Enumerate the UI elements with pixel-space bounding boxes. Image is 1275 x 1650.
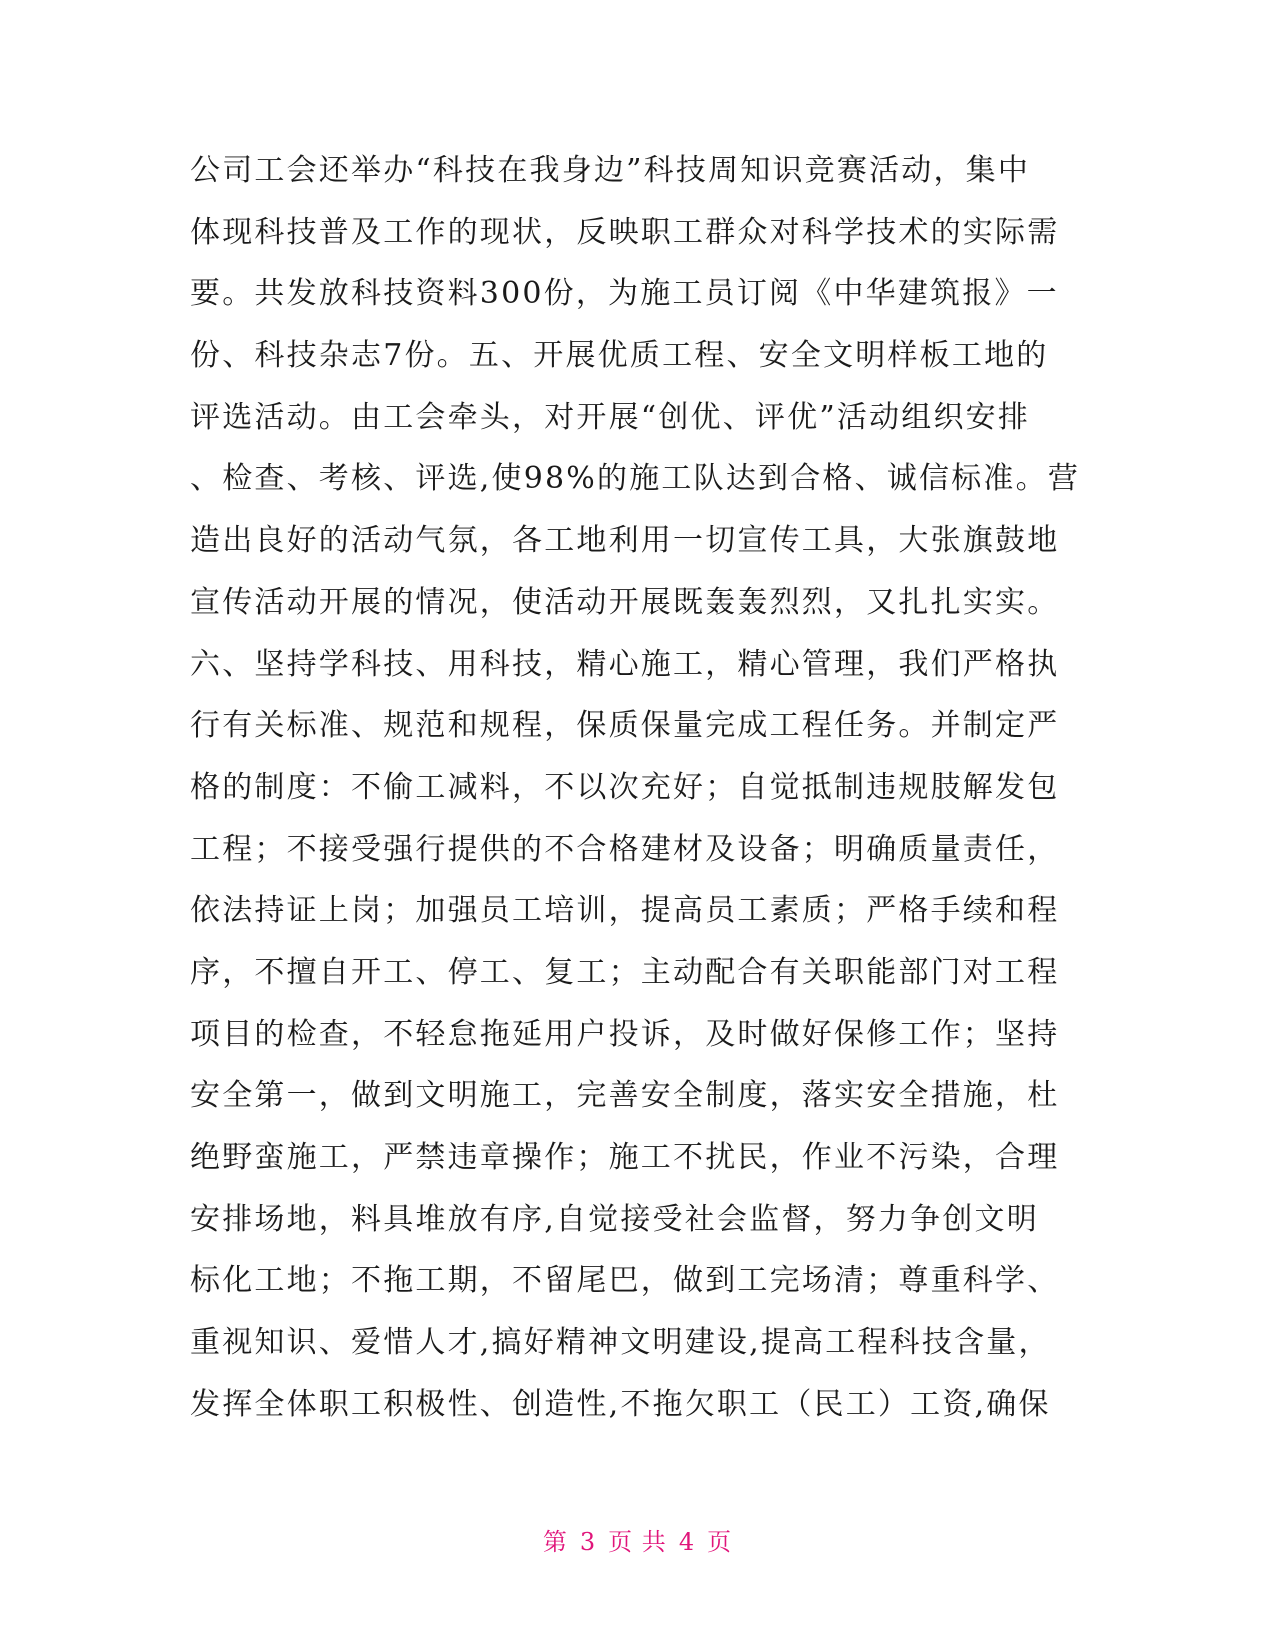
text-line: 份、科技杂志7份。五、开展优质工程、安全文明样板工地的 bbox=[190, 338, 1049, 374]
text-line: 序，不擅自开工、停工、复工；主动配合有关职能部门对工程 bbox=[190, 954, 1060, 990]
page-label-prefix: 第 bbox=[542, 1528, 568, 1556]
text-line: 安全第一，做到文明施工，完善安全制度，落实安全措施，杜 bbox=[190, 1078, 1060, 1114]
text-line: 格的制度：不偷工减料，不以次充好；自觉抵制违规肢解发包 bbox=[190, 769, 1060, 805]
text-line: 六、坚持学科技、用科技，精心施工，精心管理，我们严格执 bbox=[190, 646, 1060, 682]
text-line: 安排场地，料具堆放有序,自觉接受社会监督，努力争创文明 bbox=[190, 1201, 1039, 1237]
current-page-number: 3 bbox=[579, 1528, 597, 1556]
text-line: 造出良好的活动气氛，各工地利用一切宣传工具，大张旗鼓地 bbox=[190, 523, 1060, 559]
body-text bbox=[190, 140, 1081, 1435]
page-label-suffix: 页 bbox=[707, 1528, 733, 1556]
total-pages-number: 4 bbox=[678, 1528, 696, 1556]
text-line: 标化工地；不拖工期，不留尾巴，做到工完场清；尊重科学、 bbox=[190, 1263, 1060, 1299]
text-line: 体现科技普及工作的现状，反映职工群众对科学技术的实际需 bbox=[190, 214, 1060, 250]
text-line: 行有关标准、规范和规程，保质保量完成工程任务。并制定严 bbox=[190, 708, 1060, 744]
text-line: 公司工会还举办“科技在我身边”科技周知识竞赛活动，集中 bbox=[190, 153, 1031, 188]
text-line: 项目的检查，不轻怠拖延用户投诉，及时做好保修工作；坚持 bbox=[190, 1016, 1060, 1052]
text-line: 、检查、考核、评选,使98%的施工队达到合格、诚信标准。营 bbox=[190, 461, 1081, 497]
text-line: 要。共发放科技资料300份，为施工员订阅《中华建筑报》一 bbox=[190, 276, 1059, 312]
text-line: 绝野蛮施工，严禁违章操作；施工不扰民，作业不污染，合理 bbox=[190, 1140, 1060, 1175]
page-label-mid: 页 共 bbox=[608, 1528, 667, 1556]
page-footer bbox=[0, 1522, 1275, 1557]
text-line: 依法持证上岗；加强员工培训，提高员工素质；严格手续和程 bbox=[190, 893, 1060, 929]
text-line: 宣传活动开展的情况，使活动开展既轰轰烈烈，又扎扎实实。 bbox=[190, 584, 1060, 620]
text-line: 重视知识、爱惜人才,搞好精神文明建设,提高工程科技含量， bbox=[190, 1325, 1051, 1361]
text-line: 发挥全体职工积极性、创造性,不拖欠职工（民工）工资,确保 bbox=[190, 1386, 1051, 1422]
text-line: 工程；不接受强行提供的不合格建材及设备；明确质量责任， bbox=[190, 831, 1060, 867]
text-line: 评选活动。由工会牵头，对开展“创优、评优”活动组织安排 bbox=[190, 399, 1031, 435]
